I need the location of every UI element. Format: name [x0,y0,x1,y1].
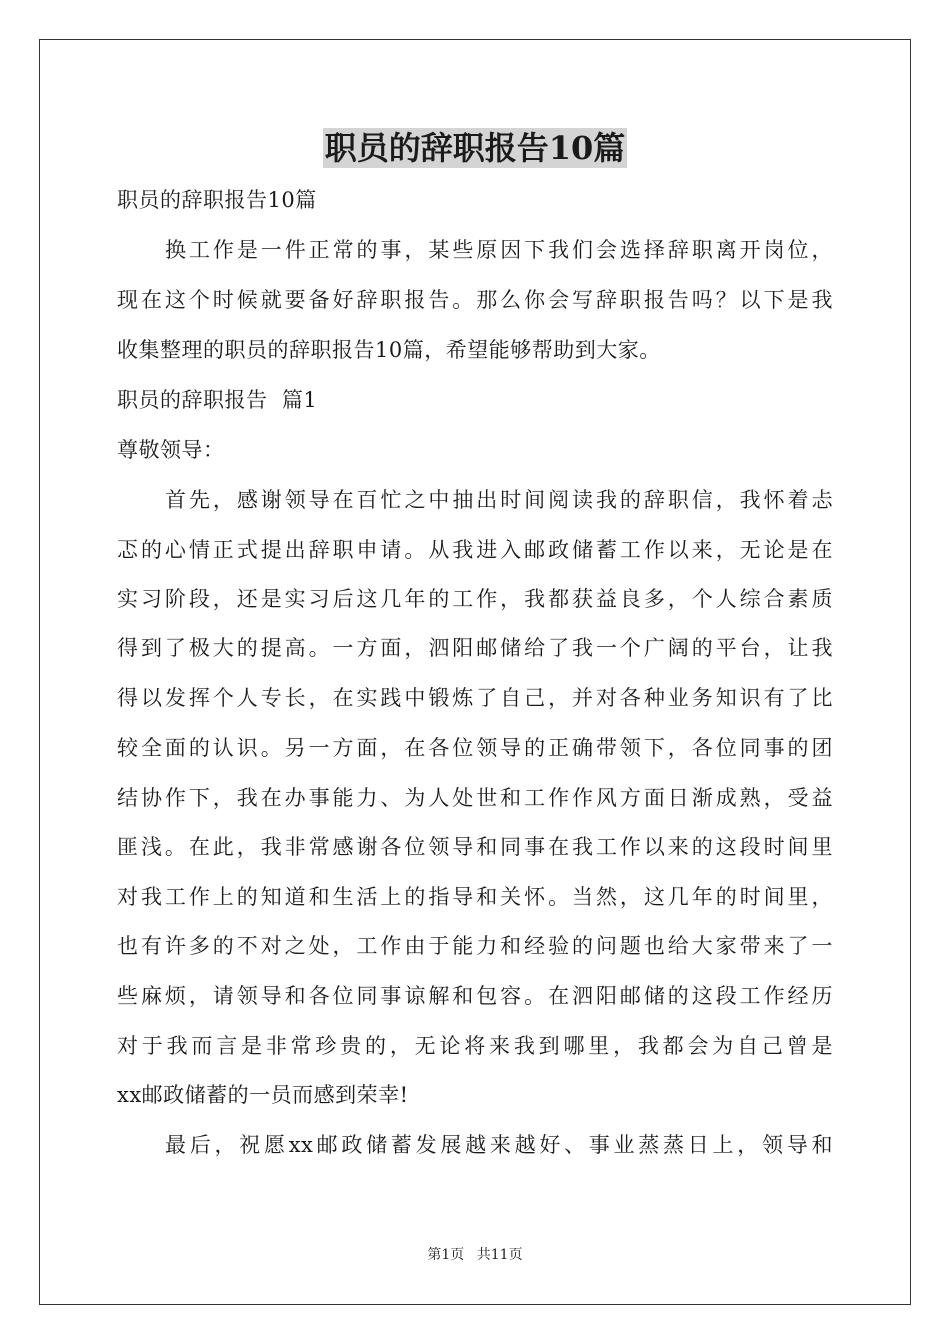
body-line: 些麻烦，请领导和各位同事谅解和包容。在泗阳邮储的这段工作经历 [117,984,833,1008]
page-number: 第1页 [427,1247,465,1263]
body-line: 对于我而言是非常珍贵的，无论将来我到哪里，我都会为自己曾是 [117,1034,833,1058]
page-border [39,39,911,1305]
body-line: 较全面的认识。另一方面，在各位领导的正确带领下，各位同事的团 [117,736,833,760]
body-line: xx邮政储蓄的一员而感到荣幸! [117,1083,409,1107]
title-container [0,128,950,168]
intro-line: 换工作是一件正常的事，某些原因下我们会选择辞职离开岗位， [165,238,833,262]
body-line: 对我工作上的知道和生活上的指导和关怀。当然，这几年的时间里， [117,885,833,909]
document-subtitle: 职员的辞职报告10篇 [117,188,317,212]
page-footer [0,1246,950,1264]
body-line: 首先，感谢领导在百忙之中抽出时间阅读我的辞职信，我怀着忐 [165,488,833,512]
body-line: 得到了极大的提高。一方面，泗阳邮储给了我一个广阔的平台，让我 [117,636,833,660]
intro-line: 现在这个时候就要备好辞职报告。那么你会写辞职报告吗？以下是我 [117,288,833,312]
closing-line: 最后，祝愿xx邮政储蓄发展越来越好、事业蒸蒸日上，领导和 [165,1133,833,1157]
body-line: 匪浅。在此，我非常感谢各位领导和同事在我工作以来的这段时间里 [117,835,833,859]
page-total: 共11页 [476,1247,523,1263]
body-line: 也有许多的不对之处，工作由于能力和经验的问题也给大家带来了一 [117,934,833,958]
section-heading: 职员的辞职报告 篇1 [117,388,318,412]
body-line: 得以发挥个人专长，在实践中锻炼了自己，并对各种业务知识有了比 [117,686,833,710]
salutation: 尊敬领导： [117,438,225,462]
body-line: 忑的心情正式提出辞职申请。从我进入邮政储蓄工作以来，无论是在 [117,538,833,562]
body-line: 实习阶段，还是实习后这几年的工作，我都获益良多，个人综合素质 [117,587,833,611]
document-title: 职员的辞职报告10篇 [324,129,626,167]
body-line: 结协作下，我在办事能力、为人处世和工作作风方面日渐成熟，受益 [117,786,833,810]
intro-line: 收集整理的职员的辞职报告10篇，希望能够帮助到大家。 [117,338,661,362]
